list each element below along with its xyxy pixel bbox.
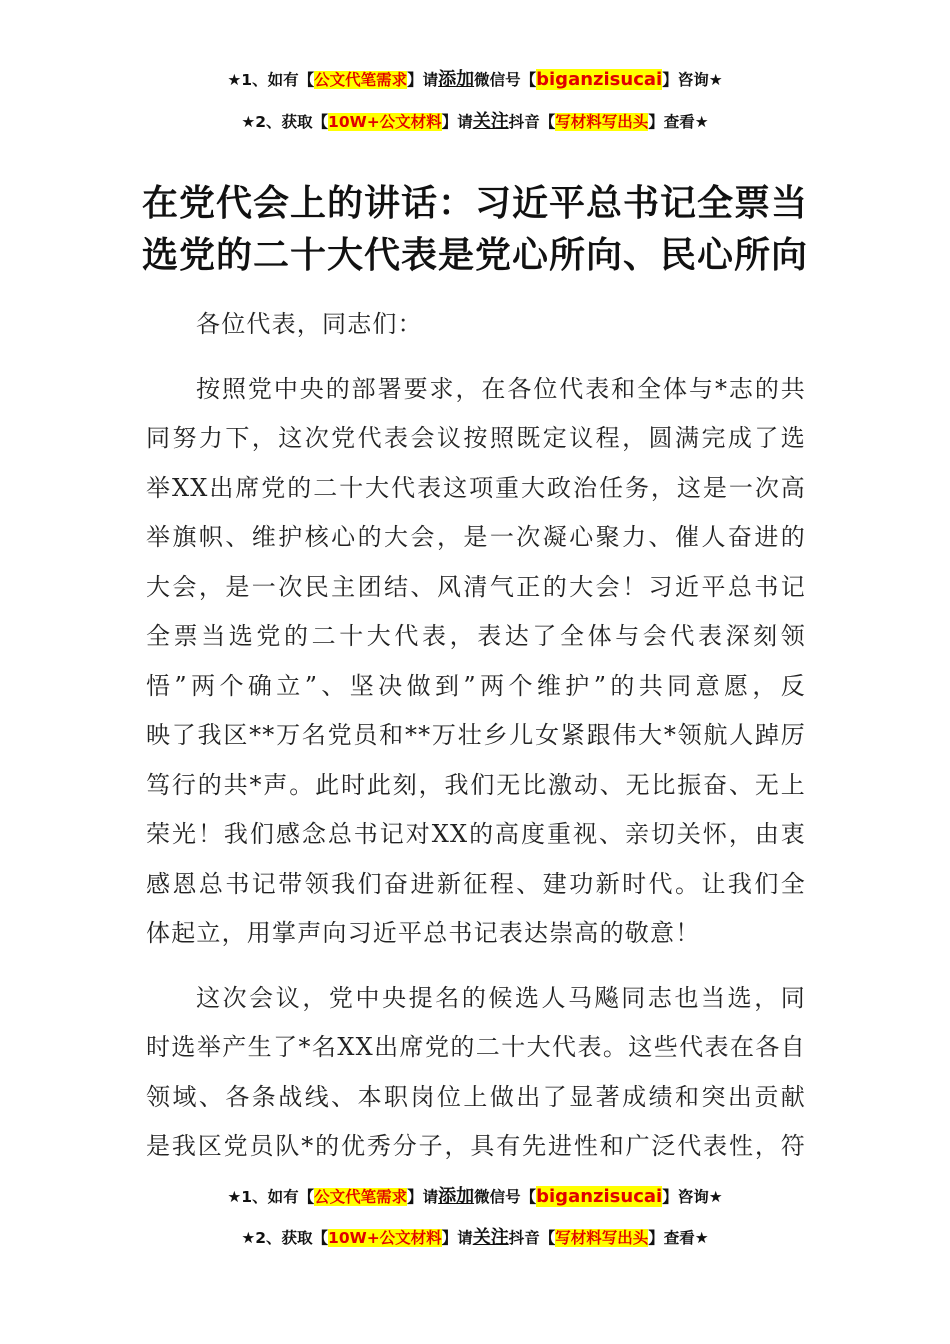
paragraph-line: 荣光！我们感念总书记对XX的高度重视、亲切关怀，由衷 [146,820,806,848]
title-line-1: 在党代会上的讲话：习近平总书记全票当 [141,183,808,224]
banner-douyin-id: 写材料写出头 [555,1229,649,1247]
promo-banner-bottom-line2 [0,1227,950,1249]
banner-underlined-text: 添加 [438,1186,475,1207]
banner-highlight: 公文代笔需求 [314,1188,408,1206]
document-body [146,300,806,1172]
paragraph-line: 感恩总书记带领我们奋进新征程、建功新时代。让我们全 [146,869,806,898]
salutation: 各位代表，同志们： [196,310,423,338]
banner-highlight: 10W+公文材料 [328,1229,442,1247]
paragraph-line: 举旗帜、维护核心的大会，是一次凝心聚力、催人奋进的 [146,523,806,551]
banner-text: ★2、获取【 [241,1229,329,1247]
banner-text: 】查看★ [648,113,709,131]
banner-underlined-text: 关注 [472,1227,509,1248]
paragraph-line: 同努力下，这次党代表会议按照既定议程，圆满完成了选 [146,424,806,452]
title-line-2: 选党的二十大代表是党心所向、民心所向 [141,235,808,276]
banner-text: 】请 [407,1188,439,1206]
paragraph-2 [146,974,806,1172]
banner-text: ★1、如有【 [227,71,315,89]
banner-highlight: 10W+公文材料 [328,113,442,131]
banner-underlined-text: 添加 [438,69,475,90]
paragraph-gap [146,350,806,365]
banner-wechat-id: biganzisucai [536,69,663,90]
document-title [0,178,950,282]
banner-highlight: 公文代笔需求 [314,71,408,89]
banner-text: 微信号【 [474,71,537,89]
banner-text: 抖音【 [508,1229,556,1247]
paragraph-1 [146,365,806,959]
paragraph-line: 这次会议，党中央提名的候选人马飚同志也当选，同 [196,983,806,1012]
promo-banner-bottom-line1 [0,1186,950,1208]
paragraph-line: 体起立，用掌声向习近平总书记表达崇高的敬意！ [146,919,701,947]
banner-text: ★2、获取【 [241,113,329,131]
paragraph-line: 时选举产生了*名XX出席党的二十大代表。这些代表在各自 [146,1033,806,1061]
paragraph-gap [146,959,806,974]
banner-text: 】查看★ [648,1229,709,1247]
promo-banner-top-line2 [0,111,950,133]
banner-douyin-id: 写材料写出头 [555,113,649,131]
paragraph-line: 全票当选党的二十大代表，表达了全体与会代表深刻领 [146,622,806,650]
banner-text: 】请 [407,71,439,89]
banner-wechat-id: biganzisucai [536,1186,663,1207]
banner-text: 】咨询★ [662,1188,723,1206]
paragraph-line: 是我区党员队*的优秀分子，具有先进性和广泛代表性，符 [146,1132,806,1160]
paragraph-line: 悟”两个确立”、坚决做到”两个维护”的共同意愿，反 [146,671,806,700]
banner-text: 】咨询★ [662,71,723,89]
banner-text: ★1、如有【 [227,1188,315,1206]
paragraph-line: 领域、各条战线、本职岗位上做出了显著成绩和突出贡献 [146,1082,806,1111]
banner-text: 微信号【 [474,1188,537,1206]
paragraph-line: 大会，是一次民主团结、风清气正的大会！习近平总书记 [146,572,806,601]
banner-text: 抖音【 [508,113,556,131]
paragraph-line: 笃行的共*声。此时此刻，我们无比激动、无比振奋、无上 [146,770,806,799]
banner-underlined-text: 关注 [472,111,509,132]
banner-text: 】请 [441,113,473,131]
paragraph-line: 按照党中央的部署要求，在各位代表和全体与*志的共 [196,374,806,403]
banner-text: 】请 [441,1229,473,1247]
paragraph-line: 映了我区**万名党员和**万壮乡儿女紧跟伟大*领航人踔厉 [146,721,806,749]
paragraph-line: 举XX出席党的二十大代表这项重大政治任务，这是一次高 [146,473,806,502]
promo-banner-top-line1 [0,69,950,91]
